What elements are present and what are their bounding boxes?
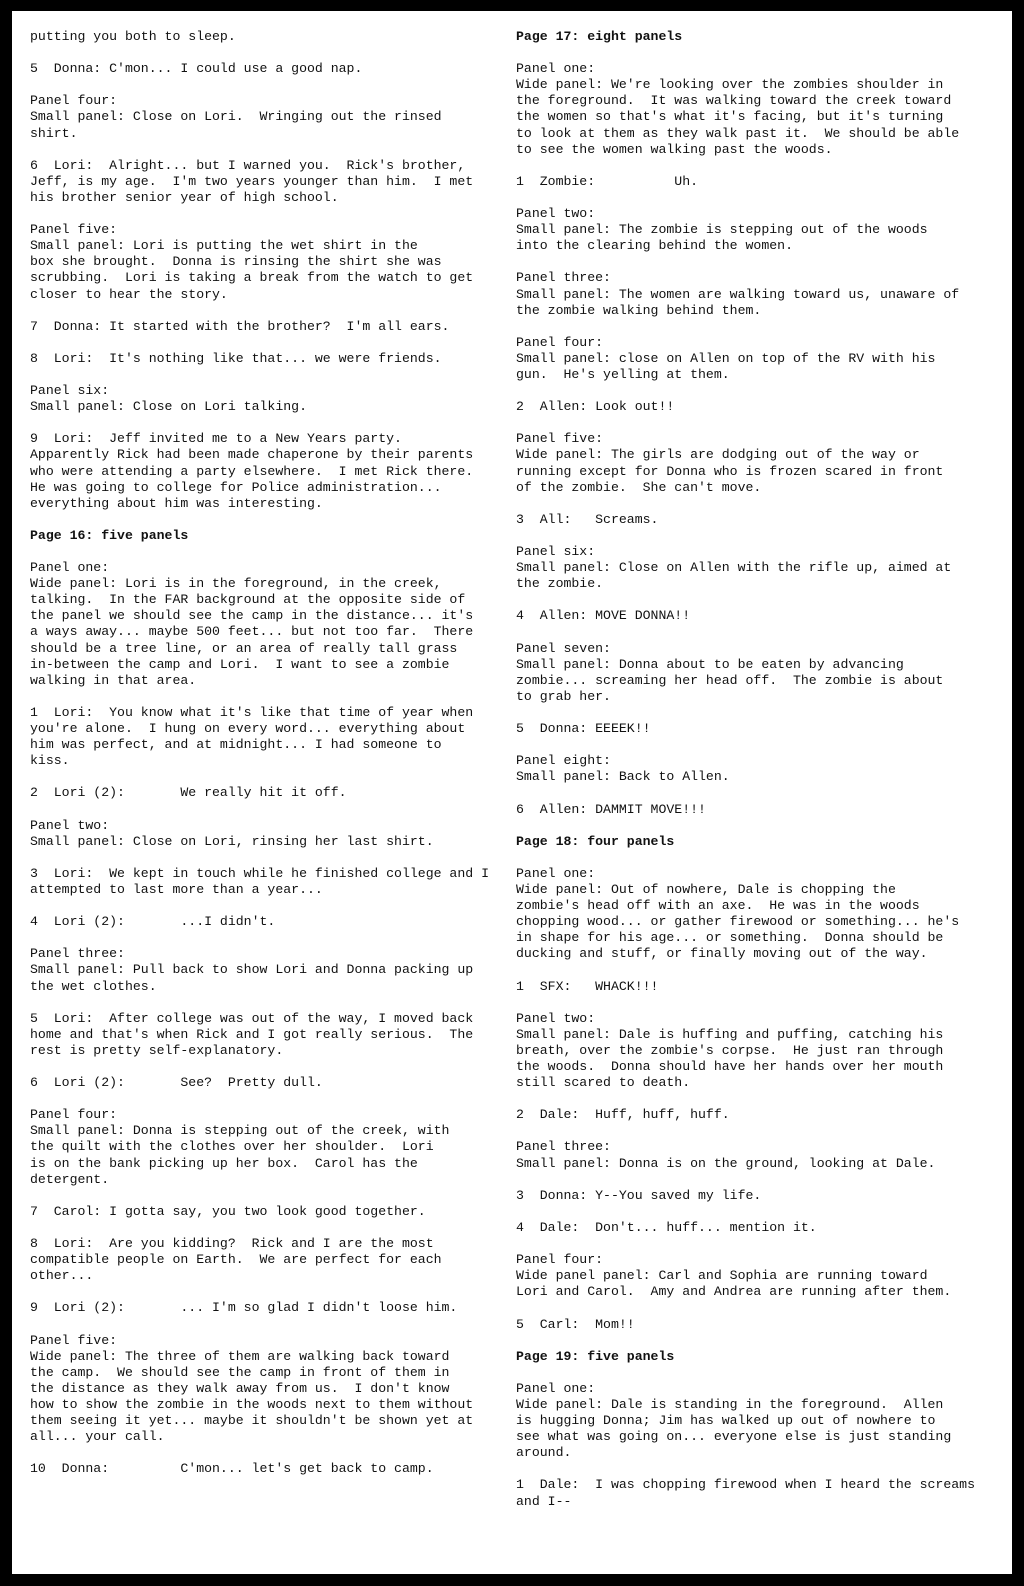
script-block: 2 Dale: Huff, huff, huff. <box>516 1107 730 1123</box>
script-block: 2 Lori (2): We really hit it off. <box>30 785 347 801</box>
page-heading: Page 18: four panels <box>516 833 675 849</box>
script-block: Panel one: Wide panel: Out of nowhere, Dale is chopping the zombie's head off with an axe. He was in the woods chopping wood... or gather firewood or something... he's in shape for his age... or something. Donna should be ducking and stuff, or finally moving out of the way. <box>516 865 960 962</box>
left-column <box>30 29 500 1477</box>
script-block: 4 Allen: MOVE DONNA!! <box>516 608 691 624</box>
script-page <box>12 11 1012 1574</box>
script-block: putting you both to sleep. <box>30 29 236 44</box>
script-block: 8 Lori: Are you kidding? Rick and I are the most compatible people on Earth. We are perfect for each other... <box>30 1236 442 1284</box>
script-block: 1 Zombie: Uh. <box>516 173 699 189</box>
script-block: 5 Donna: EEEEK!! <box>516 721 651 737</box>
script-block: 4 Dale: Don't... huff... mention it. <box>516 1219 817 1235</box>
script-block: Panel eight: Small panel: Back to Allen. <box>516 753 730 785</box>
script-block: Panel one: Wide panel: Lori is in the foreground, in the creek, talking. In the FAR background at the opposite side of the panel we should see the camp in the distance... it's a ways away... maybe 500 feet... but not too far. There should be a tree line, or an area of really tall grass in-between the camp and Lori. I want to see a zombie walking in that area. <box>30 560 474 688</box>
right-column <box>516 29 992 1510</box>
script-block: 1 Lori: You know what it's like that time of year when you're alone. I hung on every word... everything about him was perfect, and at midnight... I had someone to kiss. <box>30 704 474 769</box>
script-block: 1 SFX: WHACK!!! <box>516 978 659 994</box>
script-block: 8 Lori: It's nothing like that... we were friends. <box>30 350 442 366</box>
script-block: 3 Lori: We kept in touch while he finished college and I attempted to last more than a year... <box>30 865 489 897</box>
script-block: 1 Dale: I was chopping firewood when I heard the screams and I-- <box>516 1477 975 1509</box>
script-block: 7 Carol: I gotta say, you two look good together. <box>30 1203 426 1219</box>
script-block: 9 Lori (2): ... I'm so glad I didn't loose him. <box>30 1300 458 1316</box>
script-block: Panel two: Small panel: Dale is huffing and puffing, catching his breath, over the zombie's corpse. He just ran through the woods. Donna should have her hands over her mouth still scared to death. <box>516 1010 944 1091</box>
script-block: 2 Allen: Look out!! <box>516 399 675 415</box>
script-block: Panel two: Small panel: The zombie is stepping out of the woods into the clearing behind the women. <box>516 206 928 254</box>
script-block: Panel five: Small panel: Lori is putting the wet shirt in the box she brought. Donna is rinsing the shirt she was scrubbing. Lori is taking a break from the watch to get closer to hear the story. <box>30 222 474 302</box>
page-heading: Page 17: eight panels <box>516 29 683 44</box>
script-block: Panel four: Small panel: Close on Lori. Wringing out the rinsed shirt. <box>30 93 442 141</box>
script-block: 9 Lori: Jeff invited me to a New Years party. Apparently Rick had been made chaperone by their parents who were attending a party elsewhere. I met Rick there. He was going to college for Police administration... everything about him was interesting. <box>30 431 474 511</box>
script-block: 6 Lori: Alright... but I warned you. Rick's brother, Jeff, is my age. I'm two years younger than him. I met his brother senior year of high school. <box>30 157 474 205</box>
script-block: Panel five: Wide panel: The three of them are walking back toward the camp. We should see the camp in front of them in the distance as they walk away from us. I don't know how to show the zombie in the woods next to them without them seeing it yet... maybe it shouldn't be shown yet at all... your call. <box>30 1332 474 1445</box>
page-heading: Page 16: five panels <box>30 527 189 543</box>
script-block: Panel one: Wide panel: We're looking over the zombies shoulder in the foreground. It was walking toward the creek toward the women so that's what it's facing, but it's turning to look at them as they walk past it. We should be able to see the women walking past the woods. <box>516 61 960 157</box>
script-block: Panel three: Small panel: Donna is on the ground, looking at Dale. <box>516 1139 936 1171</box>
script-block: Panel four: Wide panel panel: Carl and Sophia are running toward Lori and Carol. Amy and Andrea are running after them. <box>516 1252 952 1300</box>
script-block: 6 Lori (2): See? Pretty dull. <box>30 1075 323 1091</box>
script-block: Panel three: Small panel: Pull back to show Lori and Donna packing up the wet clothes. <box>30 946 474 994</box>
script-block: Panel five: Wide panel: The girls are dodging out of the way or running except for Donna who is frozen scared in front of the zombie. She can't move. <box>516 431 944 495</box>
script-block: Panel four: Small panel: close on Allen on top of the RV with his gun. He's yelling at them. <box>516 334 936 382</box>
script-block: Panel six: Small panel: Close on Lori talking. <box>30 383 307 415</box>
script-block: Panel one: Wide panel: Dale is standing in the foreground. Allen is hugging Donna; Jim has walked up out of nowhere to see what was going on... everyone else is just standing around. <box>516 1380 952 1461</box>
script-block: Panel three: Small panel: The women are walking toward us, unaware of the zombie walking behind them. <box>516 270 960 318</box>
script-block: Panel seven: Small panel: Donna about to be eaten by advancing zombie... screaming her head off. The zombie is about to grab her. <box>516 640 944 704</box>
script-block: Panel six: Small panel: Close on Allen with the rifle up, aimed at the zombie. <box>516 544 952 592</box>
script-block: 4 Lori (2): ...I didn't. <box>30 914 276 930</box>
script-block: 3 All: Screams. <box>516 511 659 527</box>
script-block: Panel two: Small panel: Close on Lori, rinsing her last shirt. <box>30 817 434 849</box>
page-heading: Page 19: five panels <box>516 1348 675 1364</box>
script-block: 10 Donna: C'mon... let's get back to camp. <box>30 1461 434 1477</box>
script-block: Panel four: Small panel: Donna is stepping out of the creek, with the quilt with the clothes over her shoulder. Lori is on the bank picking up her box. Carol has the detergent. <box>30 1107 450 1187</box>
script-block: 7 Donna: It started with the brother? I'm all ears. <box>30 318 450 334</box>
script-block: 6 Allen: DAMMIT MOVE!!! <box>516 801 706 817</box>
script-block: 5 Donna: C'mon... I could use a good nap. <box>30 61 363 77</box>
script-block: 5 Carl: Mom!! <box>516 1316 635 1332</box>
script-block: 3 Donna: Y--You saved my life. <box>516 1187 762 1203</box>
script-block: 5 Lori: After college was out of the way, I moved back home and that's when Rick and I got really serious. The rest is pretty self-explanatory. <box>30 1010 474 1058</box>
